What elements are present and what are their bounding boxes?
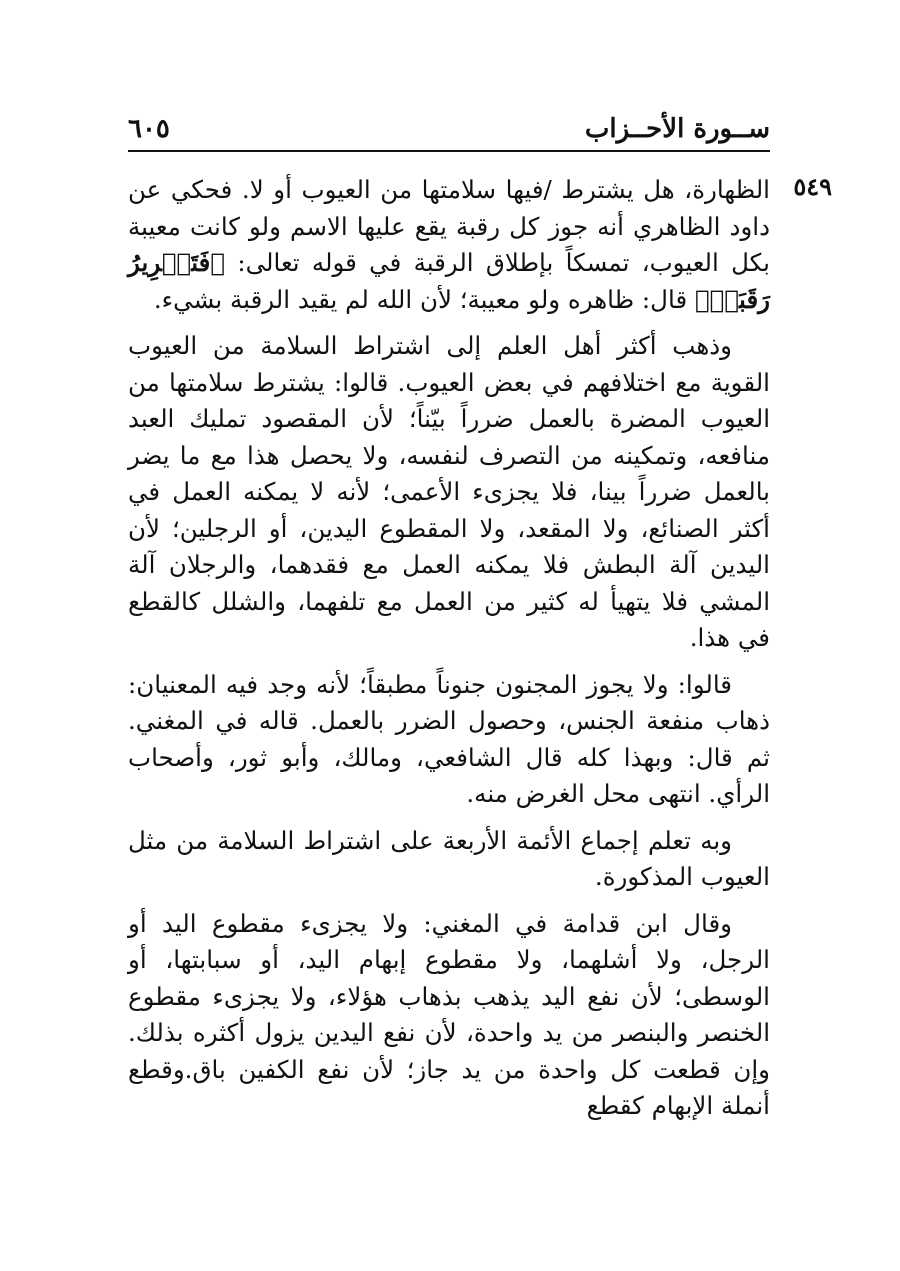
header-rule [128, 150, 770, 152]
book-page [128, 110, 832, 1120]
page-header [128, 110, 770, 150]
paragraph-1-text-b: قال: ظاهره ولو معيبة؛ لأن الله لم يقيد الرقبة بشيء. [153, 284, 695, 314]
quran-quote: ﴿فَتَحۡرِيرُ رَقَبَةٖ﴾ [128, 248, 770, 314]
margin-page-reference: ٥٤٩ [793, 172, 832, 201]
paragraph-2: وذهب أكثر أهل العلم إلى اشتراط السلامة من العيوب القوية مع اختلافهم في بعض العيوب. قالوا: يشترط سلامتها من العيوب المضرة بالعمل ضرراً بيّناً؛ لأن المقصود تمليك العبد منافعه، وتمكينه من التصرف لنفسه، ولا يحصل هذا مع ما يضر بالعمل ضرراً بينا، فلا يجزىء الأعمى؛ لأنه لا يمكنه العمل في أكثر الصنائع، ولا المقعد، ولا المقطوع اليدين، أو الرجلين؛ لأن اليدين آلة البطش فلا يمكنه العمل مع فقدهما، والرجلان آلة المشي فلا يتهيأ له كثير من العمل مع تلفهما، والشلل كالقطع في هذا. [128, 331, 770, 652]
paragraph-4: وبه تعلم إجماع الأئمة الأربعة على اشتراط السلامة من مثل العيوب المذكورة. [128, 825, 770, 891]
paragraph-1 [128, 172, 770, 318]
paragraph-5: وقال ابن قدامة في المغني: ولا يجزىء مقطوع اليد أو الرجل، ولا أشلهما، ولا مقطوع إبهام اليد، أو سبابتها، أو الوسطى؛ لأن نفع اليد يذهب بذهاب هؤلاء، ولا يجزىء مقطوع الخنصر والبنصر من يد واحدة، لأن نفع اليدين يزول أكثره بذلك. وإن قطعت كل واحدة من يد جاز؛ لأن نفع الكفين باق.وقطع أنملة الإبهام كقطع [128, 908, 770, 1120]
paragraph-1-text-a: الظهارة، هل يشترط /فيها سلامتها من العيوب أو لا. فحكي عن داود الظاهري أنه جوز كل رقبة يقع عليها الاسم ولو كانت معيبة بكل العيوب، تمسكاً بإطلاق الرقبة في قوله تعالى: [128, 175, 770, 277]
page-number: ٦٠٥ [128, 114, 170, 144]
paragraph-3: قالوا: ولا يجوز المجنون جنوناً مطبقاً؛ لأنه وجد فيه المعنيان: ذهاب منفعة الجنس، وحصول الضرر بالعمل. قاله في المغني. ثم قال: وبهذا كله قال الشافعي، ومالك، وأبو ثور، وأصحاب الرأي. انتهى محل الغرض منه. [128, 669, 770, 808]
body-text [128, 172, 832, 1135]
running-title: ســورة الأحــزاب [584, 114, 770, 144]
